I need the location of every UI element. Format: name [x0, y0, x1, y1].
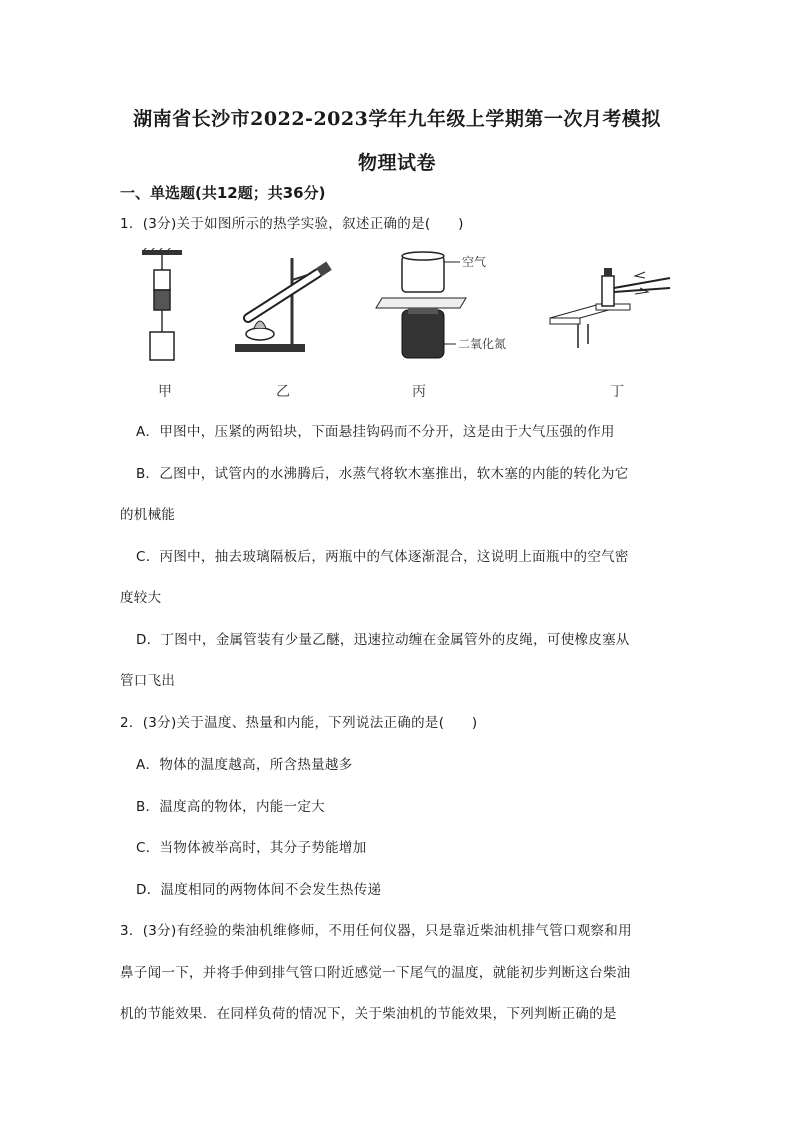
section-heading: 一、单选题(共12题；共36分)	[120, 184, 326, 202]
question-1-stem: 1．(3分)关于如图所示的热学实验，叙述正确的是( )	[120, 216, 464, 232]
q1-option-c-cont: 度较大	[120, 590, 162, 606]
caption-ding: 丁	[610, 384, 624, 400]
page-subtitle: 物理试卷	[357, 152, 436, 174]
question-3-stem: 3．(3分)有经验的柴油机维修师，不用任何仪器，只是靠近柴油机排气管口观察和用	[120, 923, 632, 939]
question-3-stem-line2: 鼻子闻一下，并将手伸到排气管口附近感觉一下尾气的温度，就能初步判断这台柴油	[120, 965, 631, 981]
q1-option-d: D．丁图中，金属管装有少量乙醚，迅速拉动缠在金属管外的皮绳，可使橡皮塞从	[136, 632, 630, 648]
q2-option-d: D．温度相同的两物体间不会发生热传递	[136, 882, 382, 898]
label-no2: 二氧化氮	[458, 337, 507, 351]
figure-yi	[235, 258, 332, 352]
page-title: 湖南省长沙市2022-2023学年九年级上学期第一次月考模拟	[133, 108, 661, 130]
question-2-stem: 2．(3分)关于温度、热量和内能，下列说法正确的是( )	[120, 715, 478, 731]
q1-option-d-cont: 管口飞出	[120, 673, 176, 689]
caption-jia: 甲	[158, 384, 172, 400]
q2-option-c: C．当物体被举高时，其分子势能增加	[136, 840, 367, 856]
figure-jia	[142, 248, 182, 360]
caption-yi: 乙	[276, 384, 290, 400]
q1-option-a: A．甲图中，压紧的两铅块，下面悬挂钩码而不分开，这是由于大气压强的作用	[136, 424, 615, 440]
q1-option-b-cont: 的机械能	[120, 507, 176, 523]
thermal-experiments-illustration	[130, 248, 690, 408]
figure-ding	[550, 268, 670, 348]
label-air: 空气	[462, 255, 487, 269]
q1-option-b: B．乙图中，试管内的水沸腾后，水蒸气将软木塞推出，软木塞的内能的转化为它	[136, 466, 629, 482]
q2-option-a: A．物体的温度越高，所含热量越多	[136, 757, 353, 773]
question-1-figure	[130, 248, 690, 408]
figure-bing	[376, 252, 506, 358]
q1-option-c: C．丙图中，抽去玻璃隔板后，两瓶中的气体逐渐混合，这说明上面瓶中的空气密	[136, 549, 629, 565]
question-3-stem-line3: 机的节能效果．在同样负荷的情况下，关于柴油机的节能效果，下列判断正确的是	[120, 1006, 617, 1022]
caption-bing: 丙	[412, 384, 426, 400]
q2-option-b: B．温度高的物体，内能一定大	[136, 799, 325, 815]
